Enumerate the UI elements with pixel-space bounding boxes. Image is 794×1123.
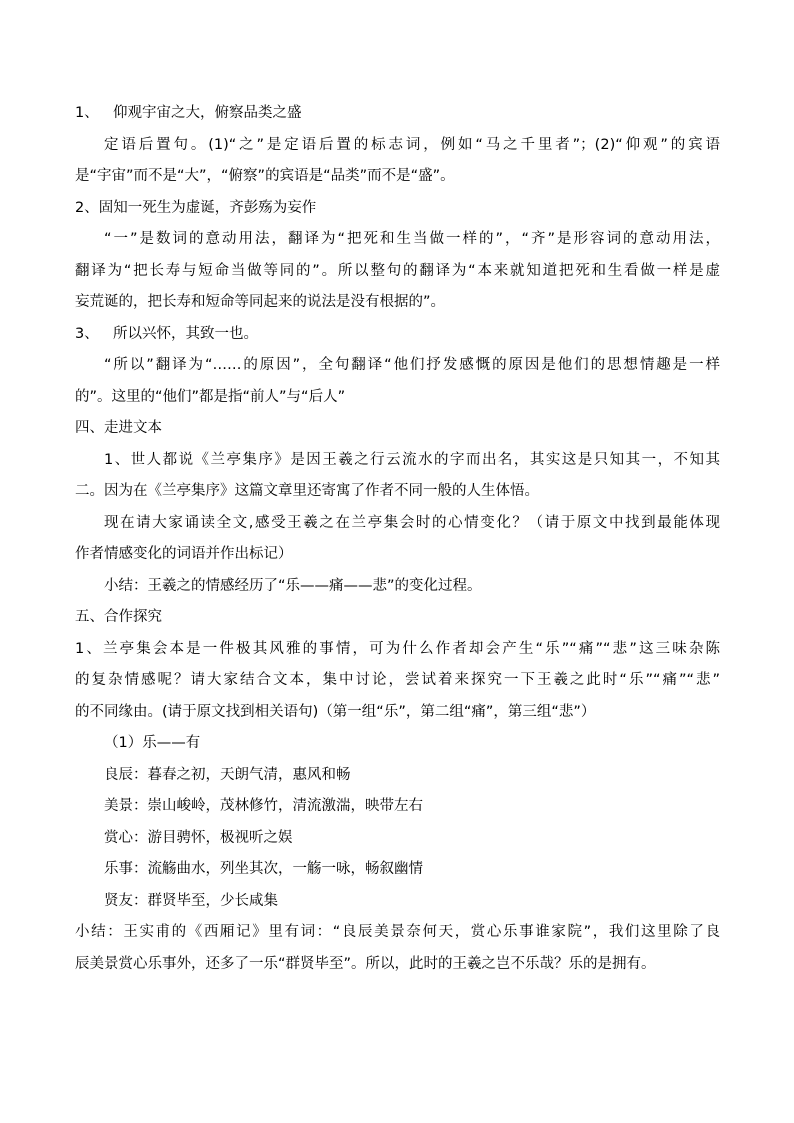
item-3-number: 3、 bbox=[75, 325, 99, 342]
document-body bbox=[75, 98, 720, 980]
item-3-heading bbox=[75, 319, 720, 351]
section-5-question-line-2: 的复杂情感呢？请大家结合文本，集中讨论，尝试着来探究一下王羲之此时“乐”“痛”“悲” bbox=[75, 672, 720, 688]
item-3-title: 所以兴怀，其致一也。 bbox=[113, 325, 258, 342]
item-2-body-line-1: “一”是数词的意动用法，翻译为“把死和生当做一样的”，“齐”是形容词的意动用法， bbox=[104, 231, 720, 247]
item-3-body-line-1: “所以”翻译为“……的原因”，全句翻译“他们抒发感慨的原因是他们的思想情趣是一样 bbox=[104, 357, 720, 373]
section-5-sub-heading: （1）乐——有 bbox=[104, 735, 201, 751]
item-1-heading bbox=[75, 98, 720, 130]
section-4-p1-line-2: 二。因为在《兰亭集序》这篇文章里还寄寓了作者不同一般的人生体悟。 bbox=[75, 483, 539, 499]
section-4-p2-line-1: 现在请大家诵读全文,感受王羲之在兰亭集会时的心情变化？（请于原文中找到最能体现 bbox=[104, 514, 720, 531]
list-item: 贤友：群贤毕至，少长咸集 bbox=[104, 892, 278, 909]
section-4-summary: 小结：王羲之的情感经历了“乐——痛——悲”的变化过程。 bbox=[104, 577, 482, 594]
section-4-p2-line-2: 作者情感变化的词语并作出标记） bbox=[75, 546, 293, 562]
item-2-body-line-2: 翻译为“把长寿与短命当做等同的”。所以整句的翻译为“本来就知道把死和生看做一样是虚 bbox=[75, 262, 720, 279]
section-4-p1-line-1: 1、世人都说《兰亭集序》是因王羲之行云流水的字而出名，其实这是只知其一，不知其 bbox=[104, 451, 720, 468]
item-1-body-line-2: 是“宇宙”而不是“大”，“俯察”的宾语是“品类”而不是“盛”。 bbox=[75, 168, 455, 184]
item-1-number: 1、 bbox=[75, 105, 99, 121]
section-5-summary-line-1: 小结：王实甫的《西厢记》里有词：“良辰美景奈何天，赏心乐事谁家院”，我们这里除了良 bbox=[75, 924, 720, 940]
section-5-heading: 五、合作探究 bbox=[75, 609, 162, 625]
list-item: 良辰：暮春之初，天朗气清，惠风和畅 bbox=[104, 766, 351, 783]
section-4-heading: 四、走进文本 bbox=[75, 420, 162, 436]
list-item: 美景：崇山峻岭，茂林修竹，清流激湍，映带左右 bbox=[104, 798, 423, 814]
list-item: 乐事：流觞曲水，列坐其次，一觞一咏，畅叙幽情 bbox=[104, 861, 423, 877]
item-3-body-line-2: 的”。这里的“他们”都是指“前人”与“后人” bbox=[75, 388, 346, 405]
section-5-question-line-1: 1、兰亭集会本是一件极其风雅的事情，可为什么作者却会产生“乐”“痛”“悲”这三味杂陈 bbox=[75, 640, 720, 657]
section-5-question-line-3: 的不同缘由。(请于原文找到相关语句)（第一组“乐”，第二组“痛”，第三组“悲”） bbox=[75, 703, 596, 720]
item-1-title: 仰观宇宙之大，俯察品类之盛 bbox=[113, 105, 302, 121]
section-5-summary-line-2: 辰美景赏心乐事外，还多了一乐“群贤毕至”。所以，此时的王羲之岂不乐哉？乐的是拥有。 bbox=[75, 955, 656, 972]
item-2-body-line-3: 妄荒诞的，把长寿和短命等同起来的说法是没有根据的”。 bbox=[75, 294, 446, 310]
item-1-body-line-1: 定语后置句。(1)“之”是定语后置的标志词，例如“马之千里者”；(2)“仰观”的宾语 bbox=[104, 136, 720, 153]
item-2-heading: 2、固知一死生为虚诞，齐彭殇为妄作 bbox=[75, 199, 317, 216]
list-item: 赏心：游目骋怀，极视听之娱 bbox=[104, 829, 293, 846]
